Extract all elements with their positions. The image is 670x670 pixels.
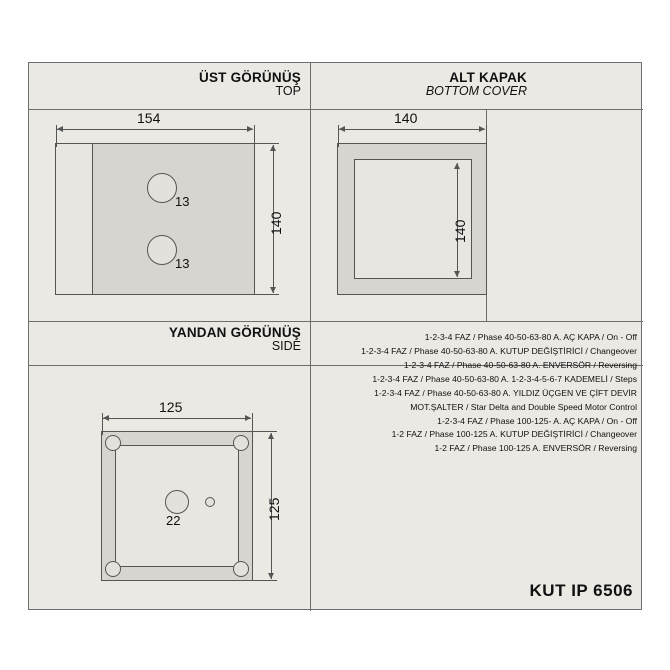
- side-view-center-hole-label: 22: [166, 513, 181, 528]
- bottom-cover-width-ext-right: [486, 125, 487, 147]
- divider-middle-horizontal: [29, 321, 643, 322]
- top-view-height-ext-top: [255, 143, 279, 144]
- top-view-hole-lower-label: 13: [175, 256, 190, 271]
- top-view-width-label: 154: [137, 110, 161, 126]
- bottom-cover-width-arrow-left: [339, 126, 345, 132]
- spec-line-4: 1-2-3-4 FAZ / Phase 40-50-63-80 A. 1-2-3-4-5-6-7 KADEMELİ / Steps: [372, 373, 637, 384]
- top-view-height-arrow-down: [270, 287, 276, 293]
- side-view-width-label: 125: [159, 399, 183, 415]
- top-view-hole-upper-label: 13: [175, 194, 190, 209]
- spec-line-7: 1-2-3-4 FAZ / Phase 100-125- A. AÇ KAPA / On - Off: [437, 415, 637, 426]
- divider-vertical-lower: [310, 321, 311, 611]
- top-view-width-dimension-line: [57, 129, 253, 130]
- spec-line-5: 1-2-3-4 FAZ / Phase 40-50-63-80 A. YILDIZ ÜÇGEN VE ÇİFT DEVİR: [374, 387, 637, 398]
- side-view-height-ext-top: [253, 431, 277, 432]
- panel-title-bottom-cover: [329, 71, 527, 98]
- spec-line-9: 1-2 FAZ / Phase 100-125 A. ENVERSÖR / Reversing: [434, 443, 637, 454]
- part-number: KUT IP 6506: [529, 581, 633, 600]
- panel-title-top-en: TOP: [275, 84, 301, 99]
- bottom-cover-width-ext-left: [338, 125, 339, 147]
- top-view-width-arrow-right: [247, 126, 253, 132]
- side-view-width-dimension-line: [103, 418, 251, 419]
- side-view-height-arrow-down: [268, 573, 274, 579]
- spec-line-3: 1-2-3-4 FAZ / Phase 40-50-63-80 A. ENVERSÖR / Reversing: [403, 359, 637, 370]
- side-view-height-arrow-up: [268, 433, 274, 439]
- spec-line-8: 1-2 FAZ / Phase 100-125 A. KUTUP DEĞİŞTİRİCİ / Changeover: [391, 429, 637, 440]
- side-view-bolt-hole-bottom-left: [105, 561, 121, 577]
- top-view-hole-lower: [147, 235, 177, 265]
- panel-title-top: [49, 71, 301, 98]
- bottom-cover-height-arrow-down: [454, 271, 460, 277]
- side-view-height-ext-bottom: [253, 580, 277, 581]
- bottom-cover-height-label: 140: [452, 219, 468, 243]
- top-view-height-label: 140: [268, 211, 284, 235]
- top-view-height-ext-bottom: [255, 294, 279, 295]
- side-view-small-hole: [205, 497, 215, 507]
- spec-line-6: MOT.ŞALTER / Star Delta and Double Speed Motor Control: [410, 401, 637, 412]
- bottom-cover-width-dimension-line: [339, 129, 485, 130]
- divider-header-horizontal: [29, 109, 643, 110]
- bottom-cover-height-arrow-up: [454, 163, 460, 169]
- panel-title-bottom-cover-tr: ALT KAPAK: [449, 70, 527, 85]
- side-view-height-label: 125: [266, 497, 282, 521]
- panel-title-side-tr: YANDAN GÖRÜNÜŞ: [168, 325, 301, 340]
- top-view-width-ext-left: [56, 125, 57, 147]
- panel-title-side-en: SIDE: [271, 339, 301, 354]
- side-view-width-arrow-right: [245, 415, 251, 421]
- panel-title-side: [49, 326, 301, 353]
- spec-line-2: 1-2-3-4 FAZ / Phase 40-50-63-80 A. KUTUP DEĞİŞTİRİCİ / Changeover: [361, 345, 637, 356]
- side-view-center-hole: [165, 490, 189, 514]
- panel-title-top-tr: ÜST GÖRÜNÜŞ: [199, 70, 301, 85]
- side-view-bolt-hole-top-right: [233, 435, 249, 451]
- side-view-bolt-hole-top-left: [105, 435, 121, 451]
- technical-drawing-sheet: [28, 62, 642, 610]
- top-view-hole-upper: [147, 173, 177, 203]
- top-view-height-arrow-up: [270, 145, 276, 151]
- side-view-bolt-hole-bottom-right: [233, 561, 249, 577]
- specification-list: [341, 331, 637, 456]
- bottom-cover-width-arrow-right: [479, 126, 485, 132]
- side-view-width-ext-left: [102, 413, 103, 435]
- bottom-cover-width-label: 140: [394, 110, 418, 126]
- panel-title-bottom-cover-en: BOTTOM COVER: [425, 84, 527, 99]
- top-view-left-flange: [55, 143, 93, 295]
- top-view-width-arrow-left: [57, 126, 63, 132]
- spec-line-1: 1-2-3-4 FAZ / Phase 40-50-63-80 A. AÇ KAPA / On - Off: [424, 332, 637, 342]
- side-view-width-arrow-left: [103, 415, 109, 421]
